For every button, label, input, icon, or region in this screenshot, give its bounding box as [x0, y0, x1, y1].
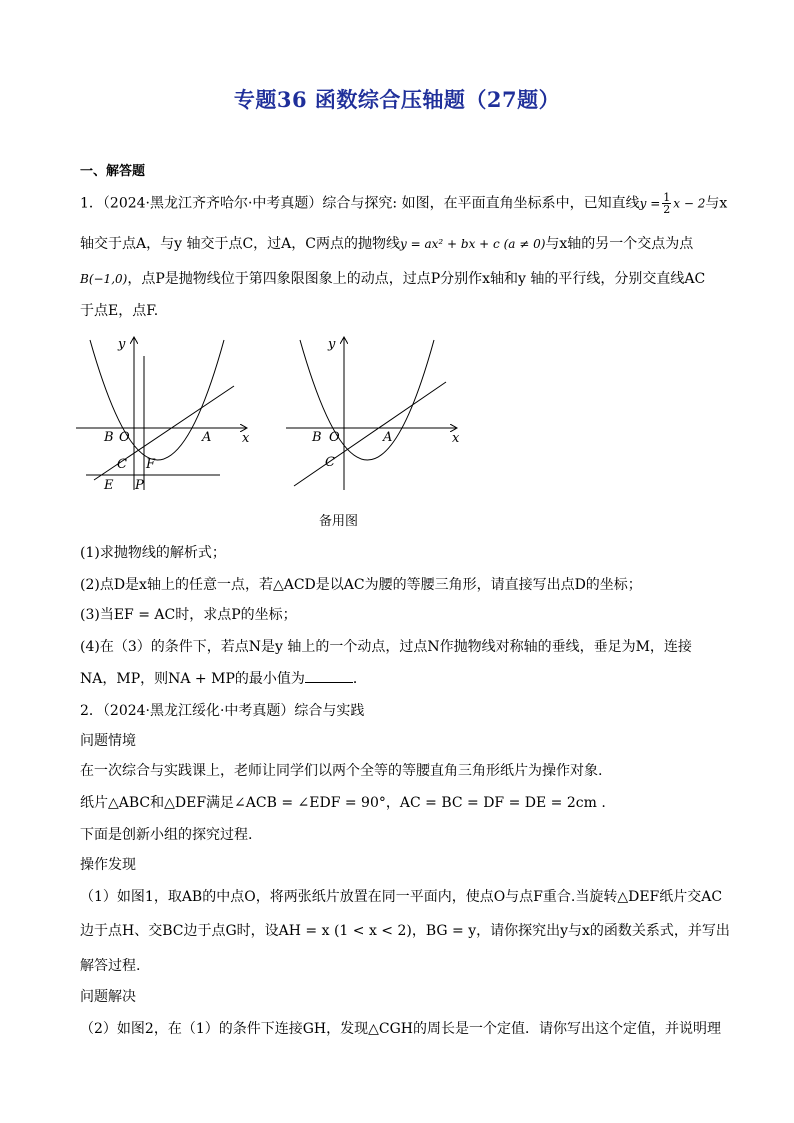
equation: y = ax² + bx + c (a ≠ 0) [400, 237, 546, 251]
fraction [662, 192, 671, 215]
q1-part-3: (3)当EF = AC时，求点P的坐标； [80, 607, 297, 623]
equation: y = [639, 196, 661, 211]
fig-label-y: y [118, 337, 126, 352]
q1-part-2: (2)点D是x轴上的任意一点，若△ACD是以AC为腰的等腰三角形，请直接写出点D的坐标； [80, 577, 642, 593]
q2-heading-solution: 问题解决 [80, 989, 136, 1005]
fig-label-A: A [383, 430, 393, 445]
q2-line-5: （1）如图1，取AB的中点O，将两张纸片放置在同一平面内，使点O与点F重合.当旋转△DEF纸片交AC [80, 889, 723, 905]
fraction-numerator: 1 [663, 191, 671, 204]
section-heading: 一、解答题 [80, 164, 146, 179]
fig-label-B: B [312, 430, 322, 445]
q1-line-3 [80, 270, 705, 288]
q1-text: ，点P是抛物线位于第四象限图象上的动点，过点P分别作x轴和y 轴的平行线，分别交直线AC [127, 271, 706, 287]
q1-line-1 [80, 192, 727, 215]
equation: x − 2 [673, 196, 706, 211]
q2-line-1: 2．（2024·黑龙江绥化·中考真题）综合与实践 [80, 703, 365, 719]
q2-line-7: 解答过程. [80, 958, 141, 974]
q1-part-1: (1)求抛物线的解析式； [80, 545, 226, 561]
fraction-denominator: 2 [663, 203, 671, 216]
fig-label-O: O [329, 430, 340, 445]
answer-blank [305, 668, 353, 683]
q1-figure-main [74, 334, 264, 494]
fig-label-A: A [202, 430, 212, 445]
fig-label-E: E [104, 478, 114, 493]
q1-text: 1．（2024·黑龙江齐齐哈尔·中考真题）综合与探究: 如图，在平面直角坐标系中，已知直线 [80, 195, 640, 212]
q2-line-8: （2）如图2，在（1）的条件下连接GH，发现△CGH的周长是一个定值．请你写出这个定值，并说明理 [80, 1021, 721, 1037]
q1-line-2 [80, 235, 693, 253]
q1-text: ． [352, 671, 367, 687]
fig-label-x: x [452, 431, 460, 446]
q1-text: 与x [705, 195, 728, 212]
fig-label-F: F [146, 457, 156, 472]
q2-line-3: 纸片△ABC和△DEF满足∠ACB = ∠EDF = 90°，AC = BC = DF = DE = 2cm . [80, 795, 606, 811]
fig-label-O: O [119, 430, 130, 445]
q1-part-4-cont [80, 668, 367, 688]
figure-caption: 备用图 [319, 514, 359, 529]
q2-line-2: 在一次综合与实践课上，老师让同学们以两个全等的等腰直角三角形纸片为操作对象. [80, 763, 603, 779]
q2-heading-discovery: 操作发现 [80, 857, 136, 873]
q1-text: NA，MP，则NA + MP的最小值为 [80, 671, 305, 687]
q1-line-4: 于点E，点F. [80, 303, 159, 319]
q2-line-6: 边于点H、交BC边于点G时，设AH = x (1 < x < 2)，BG = y，请你探究出y与x的函数关系式，并写出 [80, 923, 730, 939]
q1-figure-spare [284, 334, 474, 494]
fig-label-y: y [328, 337, 336, 352]
fig-label-C: C [117, 457, 127, 472]
fig-label-C: C [325, 455, 335, 470]
q1-part-4: (4)在（3）的条件下，若点N是y 轴上的一个动点，过点N作抛物线对称轴的垂线，垂足为M，连接 [80, 639, 692, 655]
q2-line-4: 下面是创新小组的探究过程. [80, 827, 253, 843]
fig-label-x: x [242, 431, 250, 446]
equation: B(−1,0) [80, 272, 128, 286]
q1-text: 轴交于点A，与y 轴交于点C，过A，C两点的抛物线 [80, 236, 401, 252]
fig-label-B: B [104, 430, 114, 445]
fig-label-P: P [135, 478, 144, 493]
q1-text: 与x轴的另一个交点为点 [545, 236, 694, 252]
q2-heading-situation: 问题情境 [80, 733, 136, 749]
page-title: 专题36 函数综合压轴题（27题） [233, 87, 561, 112]
